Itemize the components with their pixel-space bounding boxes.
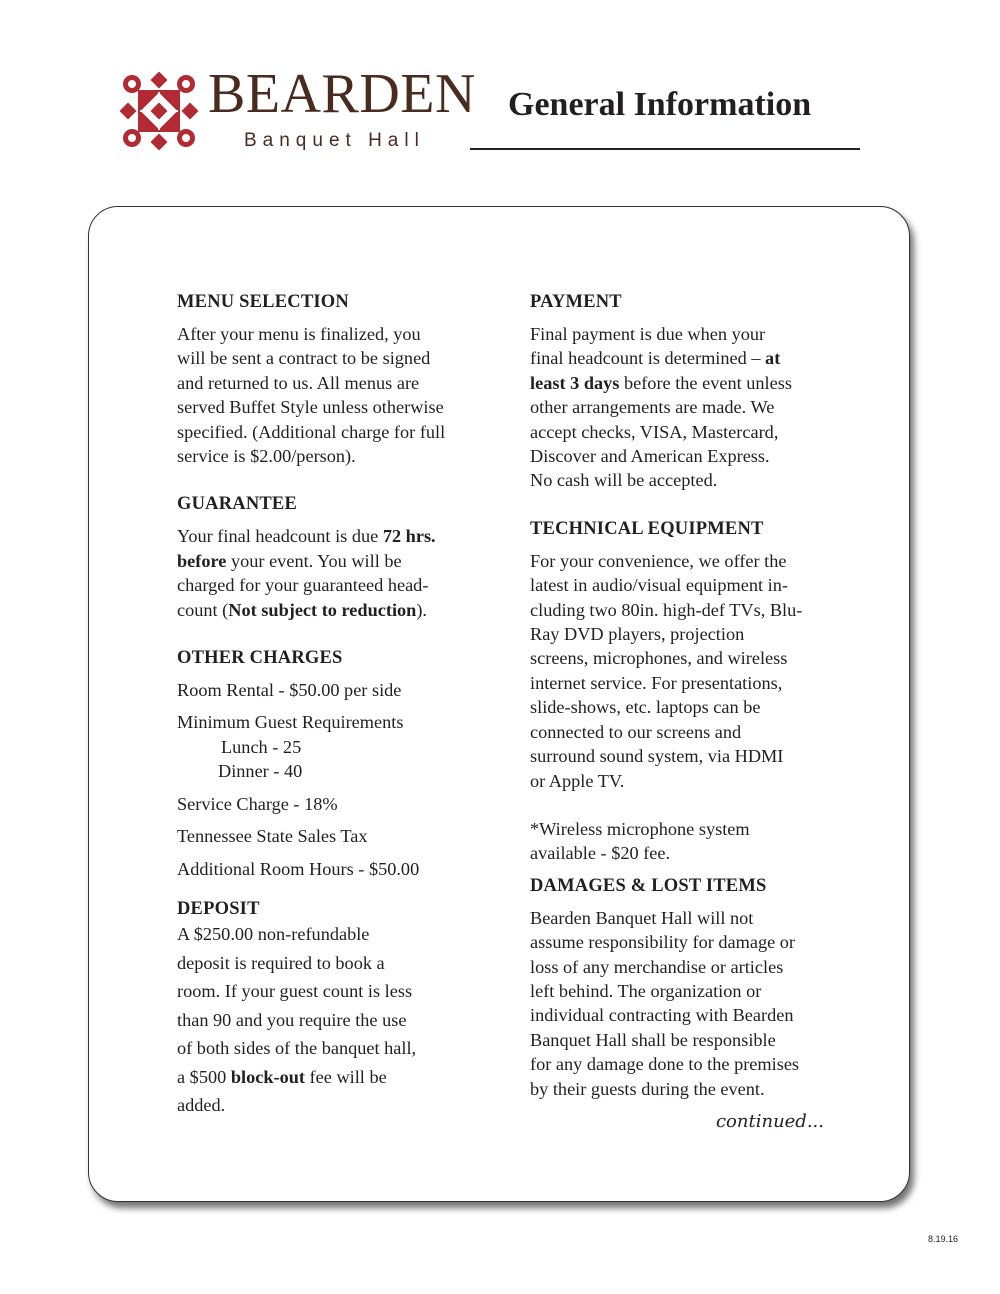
page-header <box>0 0 1000 170</box>
guarantee-text: Your final headcount is due 72 hrs. before your event. You will be charged for your guaranteed head- count (Not subject to reduction). <box>177 526 436 620</box>
ornament-logo-icon <box>120 72 198 150</box>
menu-selection-section <box>177 292 487 468</box>
min-guests-dinner: Dinner - 40 <box>218 761 303 782</box>
guarantee-section <box>177 494 487 622</box>
page-title: General Information <box>508 86 812 123</box>
damages-section <box>530 876 840 1132</box>
brand-subtitle: Banquet Hall <box>244 130 425 151</box>
brand-name: BEARDEN <box>208 63 476 125</box>
technical-text: For your convenience, we offer the latest in audio/visual equipment in- cluding two 80in. high-def TVs, Blu- Ray DVD players, projection screens, microphones, and wireless internet service. For presentations, slide-shows, etc. laptops can be connected to our screens and surround sound system, via HDMI or Apple TV. <box>530 550 803 791</box>
section-heading: TECHNICAL EQUIPMENT <box>530 518 764 539</box>
left-column <box>177 292 487 1120</box>
section-heading: DAMAGES & LOST ITEMS <box>530 875 767 896</box>
wireless-mic-note: *Wireless microphone system available - $20 fee. <box>530 818 750 864</box>
section-heading: DEPOSIT <box>177 898 260 919</box>
section-heading: GUARANTEE <box>177 494 298 515</box>
technical-equipment-section <box>530 519 840 866</box>
title-underline <box>470 148 860 150</box>
charge-additional-hours: Additional Room Hours - $50.00 <box>177 858 420 879</box>
continued-note: continued... <box>715 1110 824 1132</box>
charge-room-rental: Room Rental - $50.00 per side <box>177 680 402 701</box>
deposit-section <box>177 899 487 1120</box>
damages-text: Bearden Banquet Hall will not assume responsibility for damage or loss of any merchandise or articles left behind. The organization or individual contracting with Bearden Banquet Hall shall be responsible for any damage done to the premises by their guests during the event. <box>530 907 800 1099</box>
charge-service: Service Charge - 18% <box>177 793 338 814</box>
payment-text: Final payment is due when your final headcount is determined – at least 3 days before the event unless other arrangements are made. We accept checks, VISA, Mastercard, Discover and American Express. No cash will be accepted. <box>530 324 792 491</box>
menu-selection-text: After your menu is finalized, you will be sent a contract to be signed and returned to us. All menus are served Buffet Style unless otherwise specified. (Additional charge for full service is $2.00/person). <box>177 324 446 467</box>
payment-section <box>530 292 840 493</box>
right-column <box>530 292 840 1132</box>
other-charges-section <box>177 648 487 881</box>
deposit-text: A $250.00 non-refundable deposit is required to book a room. If your guest count is less than 90 and you require the use of both sides of the banquet hall, a $500 block-out fee will be added. <box>177 923 417 1116</box>
min-guests-lunch: Lunch - 25 <box>221 736 302 757</box>
charge-sales-tax: Tennessee State Sales Tax <box>177 826 368 847</box>
charge-minimum-guests: Minimum Guest Requirements Lunch - 25 Dinner - 40 <box>177 710 487 783</box>
section-heading: PAYMENT <box>530 292 622 312</box>
section-heading: OTHER CHARGES <box>177 648 343 669</box>
revision-date: 8.19.16 <box>927 1234 958 1244</box>
section-heading: MENU SELECTION <box>177 292 349 312</box>
